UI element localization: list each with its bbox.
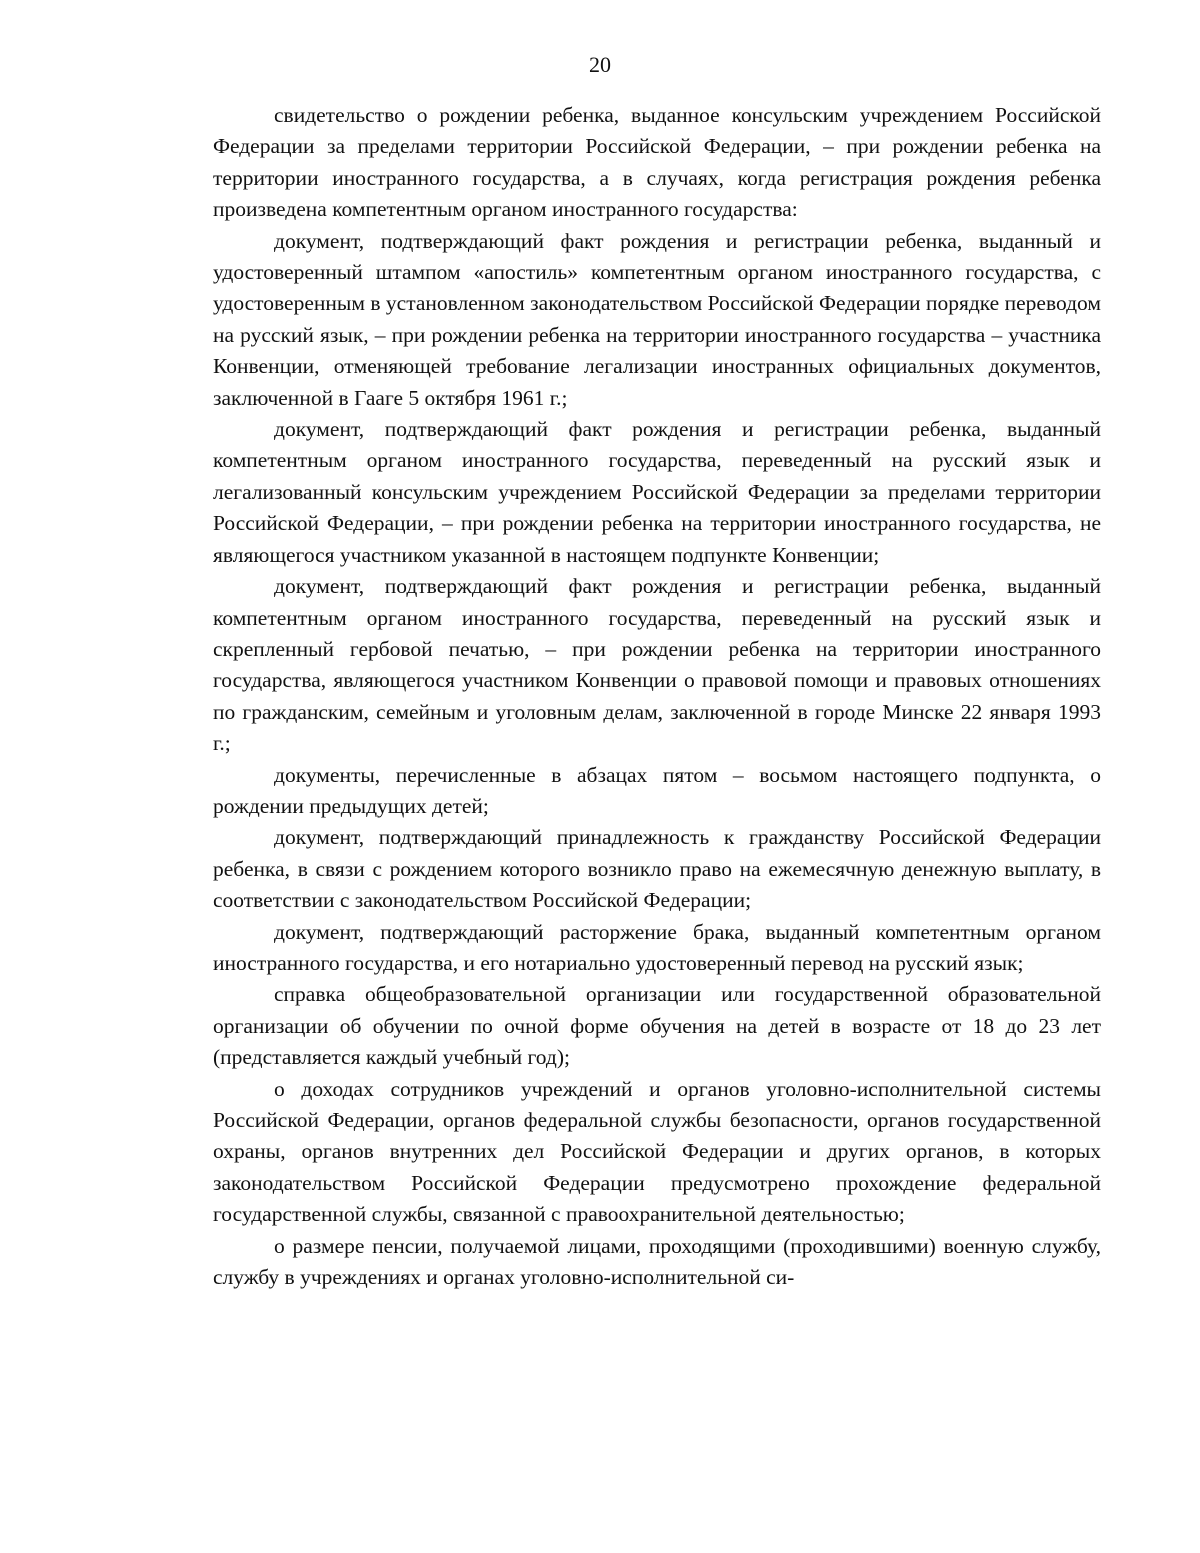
paragraph: документ, подтверждающий факт рождения и регистрации ребенка, выданный компетентным органом иностранного государства, переведенный на русский язык и легализованный консульским учреждением Российской Федерации за пределами территории Российской Федерации, – при рождении ребенка на территории иностранного государства, не являющегося участником указанной в настоящем подпункте Конвенции; — [213, 417, 1101, 567]
paragraph: свидетельство о рождении ребенка, выданное консульским учреждением Российской Федерации за пределами территории Российской Федерации, – при рождении ребенка на территории иностранного государства, а в случаях, когда регистрация рождения ребенка произведена компетентным органом иностранного государства: — [213, 103, 1101, 222]
paragraph: документ, подтверждающий принадлежность к гражданству Российской Федерации ребенка, в связи с рождением которого возникло право на ежемесячную денежную выплату, в соответствии с законодательством Российской Федерации; — [213, 825, 1101, 913]
paragraph: о размере пенсии, получаемой лицами, проходящими (проходившими) военную службу, службу в учреждениях и органах уголовно-исполнительной си- — [213, 1233, 1101, 1290]
paragraph: документ, подтверждающий факт рождения и регистрации ребенка, выданный и удостоверенный штампом «апостиль» компетентным органом иностранного государства, с удостоверенным в установленном законодательством Российской Федерации порядке переводом на русский язык, – при рождении ребенка на территории иностранного государства – участника Конвенции, отменяющей требование легализации иностранных официальных документов, заключенной в Гааге 5 октября 1961 г.; — [213, 228, 1101, 410]
paragraph: документы, перечисленные в абзацах пятом – восьмом настоящего подпункта, о рождении предыдущих детей; — [213, 762, 1101, 818]
paragraph: документ, подтверждающий факт рождения и регистрации ребенка, выданный компетентным органом иностранного государства, переведенный на русский язык и скрепленный гербовой печатью, – при рождении ребенка на территории иностранного государства, являющегося участником Конвенции о правовой помощи и правовых отношениях по гражданским, семейным и уголовным делам, заключенной в городе Минске 22 января 1993 г.; — [213, 574, 1101, 756]
paragraph: справка общеобразовательной организации или государственной образовательной организации об обучении по очной форме обучения на детей в возрасте от 18 до 23 лет (представляется каждый учебный год); — [213, 982, 1101, 1070]
paragraph: документ, подтверждающий расторжение брака, выданный компетентным органом иностранного государства, и его нотариально удостоверенный перевод на русский язык; — [213, 919, 1101, 975]
document-body — [213, 100, 1101, 1293]
page-number: 20 — [589, 52, 611, 77]
paragraph: о доходах сотрудников учреждений и органов уголовно-исполнительной системы Российской Федерации, органов федеральной службы безопасности, органов государственной охраны, органов внутренних дел Российской Федерации и других органов, в которых законодательством Российской Федерации предусмотрено прохождение федеральной государственной службы, связанной с правоохранительной деятельностью; — [213, 1076, 1101, 1227]
